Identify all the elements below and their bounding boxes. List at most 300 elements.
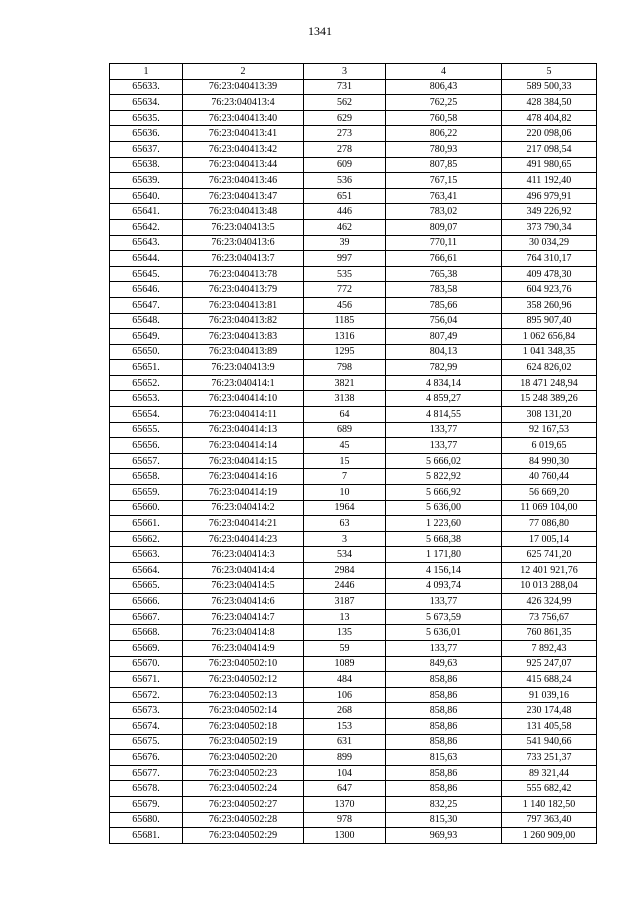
table-row — [110, 656, 597, 672]
value-cell: 770,11 — [386, 235, 502, 251]
total-cell: 625 741,20 — [502, 547, 597, 563]
table-row — [110, 235, 597, 251]
row-number-cell: 65654. — [110, 407, 183, 423]
area-cell: 1089 — [304, 656, 386, 672]
area-cell: 3187 — [304, 594, 386, 610]
table-row — [110, 251, 597, 267]
cadastral-number-cell: 76:23:040413:6 — [183, 235, 304, 251]
table-row — [110, 594, 597, 610]
total-cell: 220 098,06 — [502, 126, 597, 142]
row-number-cell: 65653. — [110, 391, 183, 407]
area-cell: 536 — [304, 173, 386, 189]
row-number-cell: 65647. — [110, 297, 183, 313]
value-cell: 849,63 — [386, 656, 502, 672]
table-row — [110, 407, 597, 423]
total-cell: 426 324,99 — [502, 594, 597, 610]
row-number-cell: 65635. — [110, 110, 183, 126]
row-number-cell: 65645. — [110, 266, 183, 282]
cadastral-number-cell: 76:23:040414:10 — [183, 391, 304, 407]
cadastral-number-cell: 76:23:040413:82 — [183, 313, 304, 329]
cadastral-number-cell: 76:23:040413:44 — [183, 157, 304, 173]
area-cell: 3821 — [304, 375, 386, 391]
table-row — [110, 718, 597, 734]
cadastral-number-cell: 76:23:040502:18 — [183, 718, 304, 734]
value-cell: 858,86 — [386, 781, 502, 797]
cadastral-number-cell: 76:23:040413:39 — [183, 79, 304, 95]
total-cell: 92 167,53 — [502, 422, 597, 438]
area-cell: 153 — [304, 718, 386, 734]
value-cell: 804,13 — [386, 344, 502, 360]
table-row — [110, 563, 597, 579]
total-cell: 12 401 921,76 — [502, 563, 597, 579]
cadastral-number-cell: 76:23:040414:8 — [183, 625, 304, 641]
value-cell: 763,41 — [386, 188, 502, 204]
area-cell: 1370 — [304, 796, 386, 812]
total-cell: 77 086,80 — [502, 516, 597, 532]
table-row — [110, 516, 597, 532]
value-cell: 765,38 — [386, 266, 502, 282]
total-cell: 131 405,58 — [502, 718, 597, 734]
area-cell: 7 — [304, 469, 386, 485]
row-number-cell: 65670. — [110, 656, 183, 672]
total-cell: 7 892,43 — [502, 640, 597, 656]
total-cell: 217 098,54 — [502, 141, 597, 157]
table-row — [110, 781, 597, 797]
cadastral-number-cell: 76:23:040502:24 — [183, 781, 304, 797]
row-number-cell: 65637. — [110, 141, 183, 157]
value-cell: 806,43 — [386, 79, 502, 95]
row-number-cell: 65657. — [110, 453, 183, 469]
row-number-cell: 65669. — [110, 640, 183, 656]
value-cell: 133,77 — [386, 640, 502, 656]
cadastral-number-cell: 76:23:040502:13 — [183, 687, 304, 703]
row-number-cell: 65661. — [110, 516, 183, 532]
row-number-cell: 65640. — [110, 188, 183, 204]
table-row — [110, 453, 597, 469]
area-cell: 899 — [304, 750, 386, 766]
cadastral-number-cell: 76:23:040414:19 — [183, 485, 304, 501]
cadastral-number-cell: 76:23:040413:9 — [183, 360, 304, 376]
data-table — [109, 63, 597, 844]
total-cell: 30 034,29 — [502, 235, 597, 251]
value-cell: 815,63 — [386, 750, 502, 766]
total-cell: 428 384,50 — [502, 95, 597, 111]
value-cell: 767,15 — [386, 173, 502, 189]
cadastral-number-cell: 76:23:040414:11 — [183, 407, 304, 423]
row-number-cell: 65652. — [110, 375, 183, 391]
row-number-cell: 65643. — [110, 235, 183, 251]
cadastral-number-cell: 76:23:040413:46 — [183, 173, 304, 189]
area-cell: 446 — [304, 204, 386, 220]
area-cell: 10 — [304, 485, 386, 501]
cadastral-number-cell: 76:23:040414:15 — [183, 453, 304, 469]
area-cell: 651 — [304, 188, 386, 204]
value-cell: 4 814,55 — [386, 407, 502, 423]
total-cell: 56 669,20 — [502, 485, 597, 501]
table-row — [110, 625, 597, 641]
table-row — [110, 188, 597, 204]
row-number-cell: 65668. — [110, 625, 183, 641]
area-cell: 647 — [304, 781, 386, 797]
total-cell: 478 404,82 — [502, 110, 597, 126]
total-cell: 409 478,30 — [502, 266, 597, 282]
cadastral-number-cell: 76:23:040502:10 — [183, 656, 304, 672]
value-cell: 5 666,92 — [386, 485, 502, 501]
table-row — [110, 95, 597, 111]
cadastral-number-cell: 76:23:040414:21 — [183, 516, 304, 532]
area-cell: 462 — [304, 219, 386, 235]
cadastral-number-cell: 76:23:040413:41 — [183, 126, 304, 142]
value-cell: 5 822,92 — [386, 469, 502, 485]
cadastral-number-cell: 76:23:040414:2 — [183, 500, 304, 516]
value-cell: 783,58 — [386, 282, 502, 298]
cadastral-number-cell: 76:23:040414:4 — [183, 563, 304, 579]
cadastral-number-cell: 76:23:040414:6 — [183, 594, 304, 610]
table-row — [110, 391, 597, 407]
cadastral-number-cell: 76:23:040502:14 — [183, 703, 304, 719]
area-cell: 772 — [304, 282, 386, 298]
total-cell: 349 226,92 — [502, 204, 597, 220]
row-number-cell: 65681. — [110, 828, 183, 844]
row-number-cell: 65667. — [110, 609, 183, 625]
total-cell: 89 321,44 — [502, 765, 597, 781]
table-row — [110, 485, 597, 501]
total-cell: 17 005,14 — [502, 531, 597, 547]
cadastral-number-cell: 76:23:040414:3 — [183, 547, 304, 563]
value-cell: 807,85 — [386, 157, 502, 173]
total-cell: 491 980,65 — [502, 157, 597, 173]
total-cell: 10 013 288,04 — [502, 578, 597, 594]
table-row — [110, 796, 597, 812]
area-cell: 39 — [304, 235, 386, 251]
table-row — [110, 79, 597, 95]
cadastral-number-cell: 76:23:040502:12 — [183, 672, 304, 688]
table-row — [110, 204, 597, 220]
cadastral-number-cell: 76:23:040413:40 — [183, 110, 304, 126]
area-cell: 64 — [304, 407, 386, 423]
table-row — [110, 375, 597, 391]
value-cell: 4 156,14 — [386, 563, 502, 579]
total-cell: 18 471 248,94 — [502, 375, 597, 391]
cadastral-number-cell: 76:23:040414:5 — [183, 578, 304, 594]
total-cell: 1 062 656,84 — [502, 329, 597, 345]
area-cell: 13 — [304, 609, 386, 625]
total-cell: 1 260 909,00 — [502, 828, 597, 844]
area-cell: 731 — [304, 79, 386, 95]
row-number-cell: 65671. — [110, 672, 183, 688]
value-cell: 133,77 — [386, 594, 502, 610]
value-cell: 756,04 — [386, 313, 502, 329]
total-cell: 925 247,07 — [502, 656, 597, 672]
table-row — [110, 703, 597, 719]
cadastral-number-cell: 76:23:040414:23 — [183, 531, 304, 547]
cadastral-number-cell: 76:23:040502:27 — [183, 796, 304, 812]
area-cell: 535 — [304, 266, 386, 282]
total-cell: 797 363,40 — [502, 812, 597, 828]
table-row — [110, 313, 597, 329]
total-cell: 764 310,17 — [502, 251, 597, 267]
value-cell: 806,22 — [386, 126, 502, 142]
total-cell: 555 682,42 — [502, 781, 597, 797]
cadastral-number-cell: 76:23:040502:23 — [183, 765, 304, 781]
row-number-cell: 65675. — [110, 734, 183, 750]
column-header: 1 — [110, 64, 183, 80]
value-cell: 1 223,60 — [386, 516, 502, 532]
value-cell: 858,86 — [386, 718, 502, 734]
area-cell: 2446 — [304, 578, 386, 594]
area-cell: 106 — [304, 687, 386, 703]
area-cell: 1316 — [304, 329, 386, 345]
area-cell: 2984 — [304, 563, 386, 579]
row-number-cell: 65677. — [110, 765, 183, 781]
area-cell: 562 — [304, 95, 386, 111]
value-cell: 783,02 — [386, 204, 502, 220]
total-cell: 760 861,35 — [502, 625, 597, 641]
area-cell: 3138 — [304, 391, 386, 407]
column-header: 4 — [386, 64, 502, 80]
total-cell: 11 069 104,00 — [502, 500, 597, 516]
cadastral-number-cell: 76:23:040413:48 — [183, 204, 304, 220]
area-cell: 997 — [304, 251, 386, 267]
area-cell: 689 — [304, 422, 386, 438]
table-row — [110, 438, 597, 454]
table-row — [110, 173, 597, 189]
area-cell: 104 — [304, 765, 386, 781]
cadastral-number-cell: 76:23:040413:4 — [183, 95, 304, 111]
cadastral-number-cell: 76:23:040414:7 — [183, 609, 304, 625]
value-cell: 832,25 — [386, 796, 502, 812]
table-row — [110, 765, 597, 781]
value-cell: 5 666,02 — [386, 453, 502, 469]
column-header: 3 — [304, 64, 386, 80]
area-cell: 484 — [304, 672, 386, 688]
row-number-cell: 65672. — [110, 687, 183, 703]
value-cell: 785,66 — [386, 297, 502, 313]
row-number-cell: 65646. — [110, 282, 183, 298]
total-cell: 308 131,20 — [502, 407, 597, 423]
row-number-cell: 65650. — [110, 344, 183, 360]
cadastral-number-cell: 76:23:040413:83 — [183, 329, 304, 345]
total-cell: 15 248 389,26 — [502, 391, 597, 407]
table-row — [110, 500, 597, 516]
table-row — [110, 547, 597, 563]
cadastral-number-cell: 76:23:040413:81 — [183, 297, 304, 313]
table-row — [110, 126, 597, 142]
value-cell: 760,58 — [386, 110, 502, 126]
row-number-cell: 65660. — [110, 500, 183, 516]
table-body — [110, 79, 597, 843]
value-cell: 858,86 — [386, 687, 502, 703]
total-cell: 230 174,48 — [502, 703, 597, 719]
total-cell: 73 756,67 — [502, 609, 597, 625]
cadastral-number-cell: 76:23:040413:7 — [183, 251, 304, 267]
total-cell: 91 039,16 — [502, 687, 597, 703]
total-cell: 84 990,30 — [502, 453, 597, 469]
cadastral-number-cell: 76:23:040502:29 — [183, 828, 304, 844]
total-cell: 496 979,91 — [502, 188, 597, 204]
area-cell: 1964 — [304, 500, 386, 516]
value-cell: 809,07 — [386, 219, 502, 235]
area-cell: 629 — [304, 110, 386, 126]
table-row — [110, 157, 597, 173]
value-cell: 782,99 — [386, 360, 502, 376]
total-cell: 624 826,02 — [502, 360, 597, 376]
cadastral-number-cell: 76:23:040502:20 — [183, 750, 304, 766]
header-row — [110, 64, 597, 80]
cadastral-number-cell: 76:23:040414:13 — [183, 422, 304, 438]
table-row — [110, 360, 597, 376]
cadastral-number-cell: 76:23:040414:16 — [183, 469, 304, 485]
table-row — [110, 531, 597, 547]
row-number-cell: 65664. — [110, 563, 183, 579]
table-row — [110, 422, 597, 438]
row-number-cell: 65658. — [110, 469, 183, 485]
value-cell: 780,93 — [386, 141, 502, 157]
cadastral-number-cell: 76:23:040413:79 — [183, 282, 304, 298]
area-cell: 798 — [304, 360, 386, 376]
cadastral-number-cell: 76:23:040414:9 — [183, 640, 304, 656]
table-row — [110, 297, 597, 313]
total-cell: 358 260,96 — [502, 297, 597, 313]
total-cell: 604 923,76 — [502, 282, 597, 298]
value-cell: 1 171,80 — [386, 547, 502, 563]
area-cell: 135 — [304, 625, 386, 641]
total-cell: 1 041 348,35 — [502, 344, 597, 360]
value-cell: 766,61 — [386, 251, 502, 267]
value-cell: 4 859,27 — [386, 391, 502, 407]
row-number-cell: 65633. — [110, 79, 183, 95]
table-row — [110, 578, 597, 594]
area-cell: 609 — [304, 157, 386, 173]
table-row — [110, 734, 597, 750]
row-number-cell: 65636. — [110, 126, 183, 142]
area-cell: 273 — [304, 126, 386, 142]
row-number-cell: 65678. — [110, 781, 183, 797]
cadastral-number-cell: 76:23:040414:14 — [183, 438, 304, 454]
value-cell: 858,86 — [386, 672, 502, 688]
value-cell: 815,30 — [386, 812, 502, 828]
total-cell: 895 907,40 — [502, 313, 597, 329]
value-cell: 5 673,59 — [386, 609, 502, 625]
row-number-cell: 65656. — [110, 438, 183, 454]
row-number-cell: 65641. — [110, 204, 183, 220]
row-number-cell: 65659. — [110, 485, 183, 501]
cadastral-number-cell: 76:23:040413:5 — [183, 219, 304, 235]
row-number-cell: 65649. — [110, 329, 183, 345]
cadastral-number-cell: 76:23:040413:78 — [183, 266, 304, 282]
value-cell: 5 636,01 — [386, 625, 502, 641]
table-row — [110, 219, 597, 235]
table-row — [110, 344, 597, 360]
row-number-cell: 65639. — [110, 173, 183, 189]
cadastral-number-cell: 76:23:040502:28 — [183, 812, 304, 828]
total-cell: 411 192,40 — [502, 173, 597, 189]
value-cell: 762,25 — [386, 95, 502, 111]
table-row — [110, 687, 597, 703]
row-number-cell: 65662. — [110, 531, 183, 547]
area-cell: 59 — [304, 640, 386, 656]
area-cell: 268 — [304, 703, 386, 719]
table-row — [110, 812, 597, 828]
table-row — [110, 141, 597, 157]
total-cell: 589 500,33 — [502, 79, 597, 95]
value-cell: 858,86 — [386, 703, 502, 719]
row-number-cell: 65676. — [110, 750, 183, 766]
row-number-cell: 65642. — [110, 219, 183, 235]
value-cell: 133,77 — [386, 438, 502, 454]
row-number-cell: 65638. — [110, 157, 183, 173]
area-cell: 534 — [304, 547, 386, 563]
row-number-cell: 65634. — [110, 95, 183, 111]
total-cell: 40 760,44 — [502, 469, 597, 485]
area-cell: 631 — [304, 734, 386, 750]
table-row — [110, 329, 597, 345]
table-row — [110, 672, 597, 688]
row-number-cell: 65666. — [110, 594, 183, 610]
table-row — [110, 828, 597, 844]
row-number-cell: 65651. — [110, 360, 183, 376]
table-row — [110, 469, 597, 485]
table-row — [110, 609, 597, 625]
row-number-cell: 65673. — [110, 703, 183, 719]
value-cell: 969,93 — [386, 828, 502, 844]
column-header: 2 — [183, 64, 304, 80]
total-cell: 733 251,37 — [502, 750, 597, 766]
area-cell: 1185 — [304, 313, 386, 329]
area-cell: 1295 — [304, 344, 386, 360]
value-cell: 807,49 — [386, 329, 502, 345]
row-number-cell: 65655. — [110, 422, 183, 438]
cadastral-number-cell: 76:23:040413:42 — [183, 141, 304, 157]
cadastral-number-cell: 76:23:040413:89 — [183, 344, 304, 360]
total-cell: 6 019,65 — [502, 438, 597, 454]
area-cell: 978 — [304, 812, 386, 828]
value-cell: 133,77 — [386, 422, 502, 438]
total-cell: 415 688,24 — [502, 672, 597, 688]
table-row — [110, 750, 597, 766]
area-cell: 278 — [304, 141, 386, 157]
column-header: 5 — [502, 64, 597, 80]
area-cell: 1300 — [304, 828, 386, 844]
row-number-cell: 65674. — [110, 718, 183, 734]
value-cell: 5 668,38 — [386, 531, 502, 547]
value-cell: 4 093,74 — [386, 578, 502, 594]
value-cell: 858,86 — [386, 734, 502, 750]
total-cell: 541 940,66 — [502, 734, 597, 750]
area-cell: 456 — [304, 297, 386, 313]
value-cell: 858,86 — [386, 765, 502, 781]
table-row — [110, 282, 597, 298]
area-cell: 45 — [304, 438, 386, 454]
cadastral-number-cell: 76:23:040502:19 — [183, 734, 304, 750]
table-row — [110, 266, 597, 282]
row-number-cell: 65663. — [110, 547, 183, 563]
row-number-cell: 65680. — [110, 812, 183, 828]
total-cell: 373 790,34 — [502, 219, 597, 235]
row-number-cell: 65644. — [110, 251, 183, 267]
row-number-cell: 65648. — [110, 313, 183, 329]
total-cell: 1 140 182,50 — [502, 796, 597, 812]
table-row — [110, 640, 597, 656]
value-cell: 4 834,14 — [386, 375, 502, 391]
row-number-cell: 65679. — [110, 796, 183, 812]
value-cell: 5 636,00 — [386, 500, 502, 516]
area-cell: 3 — [304, 531, 386, 547]
cadastral-number-cell: 76:23:040414:1 — [183, 375, 304, 391]
row-number-cell: 65665. — [110, 578, 183, 594]
table-row — [110, 110, 597, 126]
area-cell: 15 — [304, 453, 386, 469]
